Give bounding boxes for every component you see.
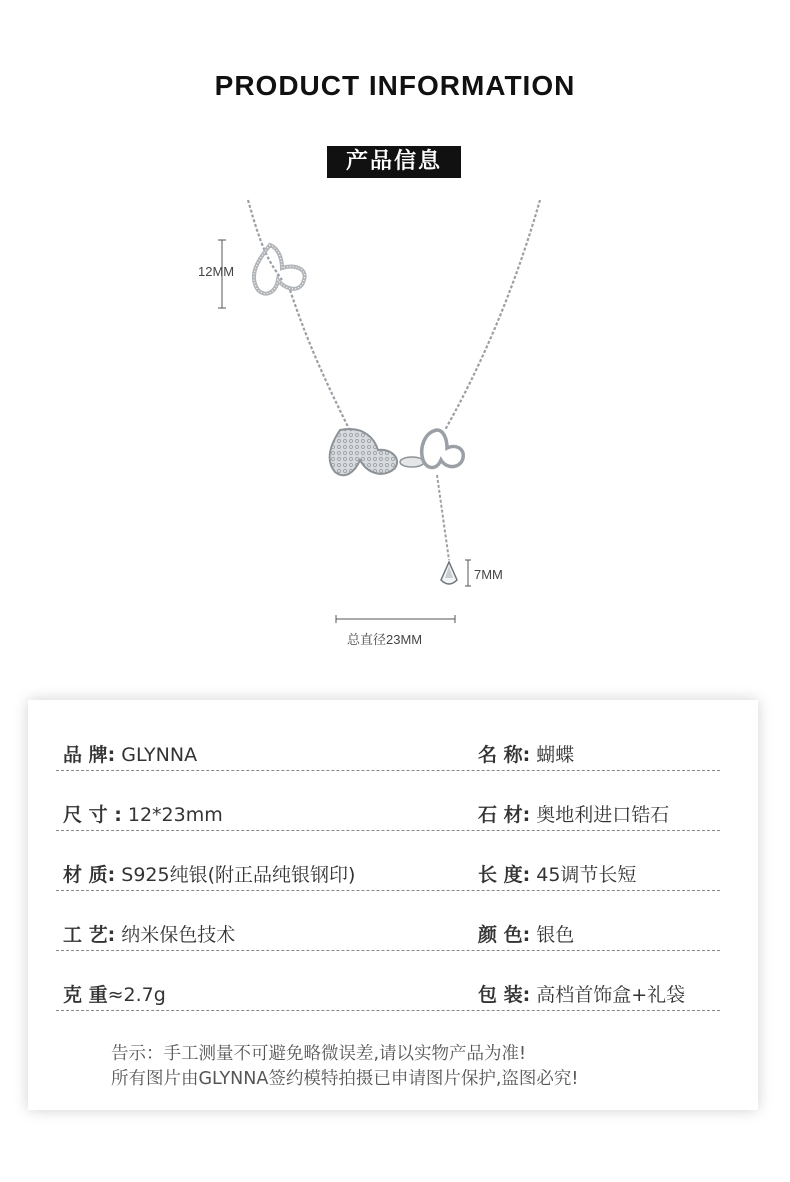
butterfly-middle <box>330 429 398 475</box>
butterfly-right <box>422 430 463 468</box>
spec-brand: 品 牌: GLYNNA <box>63 744 198 766</box>
dim-butterfly-label: 12MM <box>198 264 235 279</box>
connector-stone <box>400 457 424 467</box>
butterfly-top <box>254 245 305 294</box>
spec-length: 长 度: 45调节长短 <box>478 864 637 886</box>
chain-left <box>248 200 282 280</box>
spec-material: 材 质: S925纯银(附正品纯银钢印) <box>63 864 356 886</box>
notice-line-1: 告示：手工测量不可避免略微误差,请以实物产品为准! <box>111 1044 527 1064</box>
spec-packaging: 包 装: 高档首饰盒+礼袋 <box>478 984 686 1006</box>
title-en: PRODUCT INFORMATION <box>214 70 576 101</box>
spec-craft: 工 艺: 纳米保色技术 <box>63 924 236 946</box>
spec-row <box>56 980 720 1011</box>
dim-pendant-line <box>465 560 471 586</box>
product-image <box>0 190 790 660</box>
spec-stone: 石 材: 奥地利进口锆石 <box>478 804 670 826</box>
spec-row <box>56 860 720 891</box>
chain-drop <box>437 475 449 560</box>
title-cn: 产品信息 <box>327 146 461 178</box>
spec-weight: 克 重≈2.7g <box>63 984 166 1006</box>
dim-total-line <box>336 615 455 623</box>
dim-total-label: 总直径23MM <box>347 632 423 647</box>
necklace-illustration <box>0 190 790 660</box>
dim-pendant-label: 7MM <box>474 567 503 582</box>
spec-size: 尺 寸 : 12*23mm <box>63 804 223 826</box>
notice-line-2: 所有图片由GLYNNA签约模特拍摄已申请图片保护,盗图必究! <box>111 1069 579 1089</box>
chain-right <box>445 200 540 430</box>
spec-row <box>56 920 720 951</box>
spec-name: 名 称: 蝴蝶 <box>478 744 575 766</box>
spec-color: 颜 色: 银色 <box>478 924 575 946</box>
spec-row <box>56 740 720 771</box>
chain-left-lower <box>290 290 352 435</box>
spec-card <box>28 700 758 1110</box>
spec-row <box>56 800 720 831</box>
